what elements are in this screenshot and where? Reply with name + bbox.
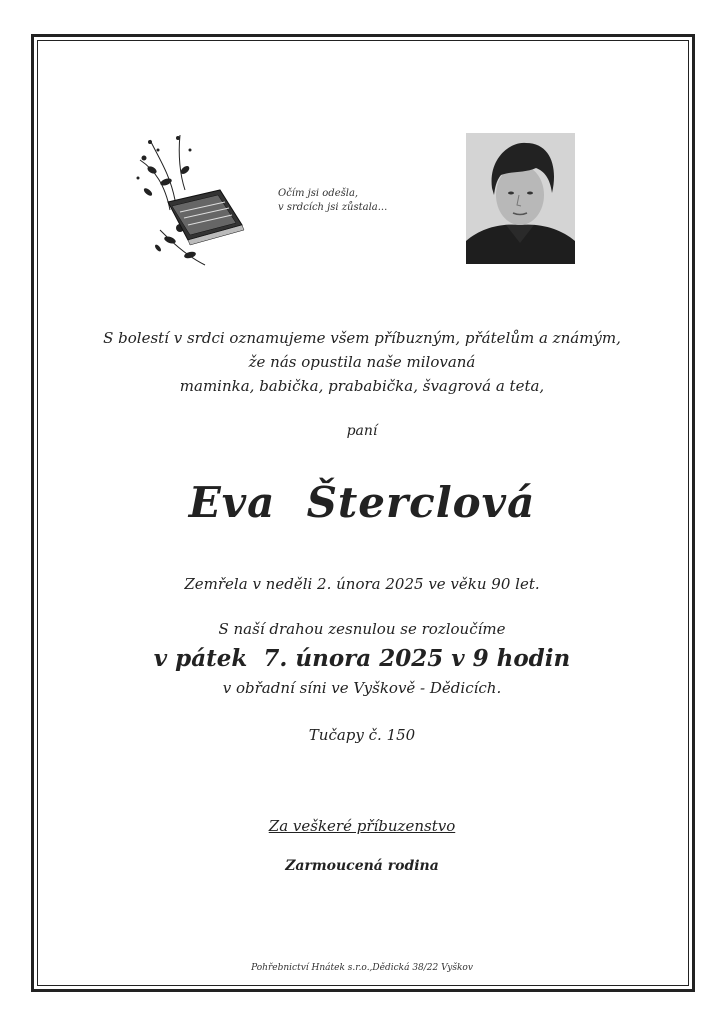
address: Tučapy č. 150: [308, 726, 416, 744]
announcement-line-2: že nás opustila naše milovaná: [248, 353, 476, 371]
poem-line-1: Očím jsi odešla,: [278, 188, 359, 199]
portrait-photo: [466, 133, 575, 264]
funeral-home-footer: Pohřebnictví Hnátek s.r.o.,Dědická 38/22 Vyškov: [251, 963, 473, 973]
title-pani: paní: [346, 423, 378, 439]
floral-book-ornament-icon: [130, 130, 250, 270]
announcement-text: [0, 326, 724, 398]
death-notice: Zemřela v neděli 2. února 2025 ve věku 90 let.: [184, 575, 540, 593]
farewell-datetime: v pátek 7. února 2025 v 9 hodin: [153, 645, 571, 672]
poem-verse: [278, 187, 387, 215]
relatives-line: Za veškeré příbuzenstvo: [268, 817, 456, 835]
farewell-intro: S naší drahou zesnulou se rozloučíme: [218, 620, 506, 638]
poem-line-2: v srdcích jsi zůstala...: [278, 202, 388, 213]
announcement-line-1: S bolestí v srdci oznamujeme všem příbuzným, přátelům a známým,: [103, 329, 621, 347]
deceased-name: Eva Šterclová: [188, 478, 536, 527]
family-signature: Zarmoucená rodina: [285, 858, 439, 874]
announcement-line-3: maminka, babička, prababička, švagrová a teta,: [179, 377, 545, 395]
portrait-silhouette-icon: [466, 133, 575, 264]
farewell-place: v obřadní síni ve Vyškově - Dědicích.: [222, 679, 502, 697]
